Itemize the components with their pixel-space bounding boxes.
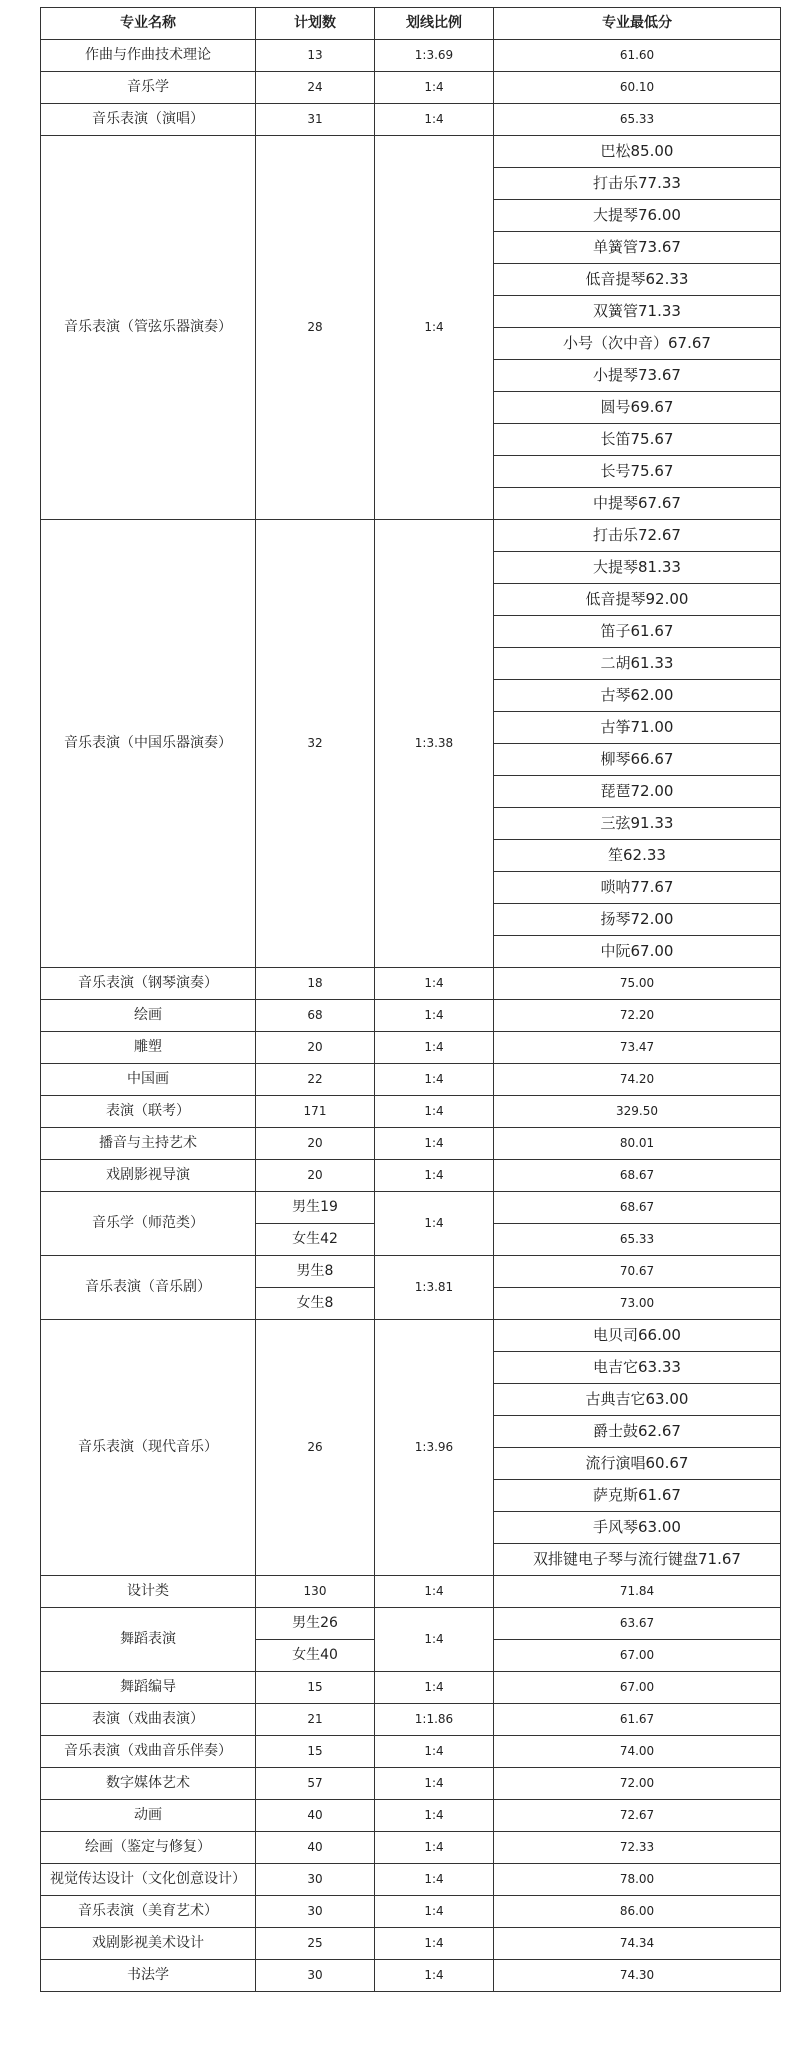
- major-name: 设计类: [41, 1576, 256, 1608]
- plan-count: 130: [256, 1576, 375, 1608]
- cutoff-ratio: 1:4: [375, 136, 494, 520]
- cutoff-ratio: 1:4: [375, 72, 494, 104]
- table-row: [41, 520, 781, 552]
- cutoff-ratio: 1:4: [375, 104, 494, 136]
- major-name: 书法学: [41, 1960, 256, 1992]
- table-row: [41, 1608, 781, 1640]
- table-row: [41, 1128, 781, 1160]
- header-row: [41, 8, 781, 40]
- major-name: 舞蹈表演: [41, 1608, 256, 1672]
- admission-score-table: [40, 7, 781, 1992]
- min-score: 74.00: [494, 1736, 781, 1768]
- min-score: 低音提琴92.00: [494, 584, 781, 616]
- min-score: 扬琴72.00: [494, 904, 781, 936]
- min-score: 长笛75.67: [494, 424, 781, 456]
- cutoff-ratio: 1:4: [375, 1576, 494, 1608]
- major-name: 数字媒体艺术: [41, 1768, 256, 1800]
- min-score: 打击乐72.67: [494, 520, 781, 552]
- min-score: 65.33: [494, 104, 781, 136]
- table-row: [41, 1800, 781, 1832]
- min-score: 二胡61.33: [494, 648, 781, 680]
- min-score: 中提琴67.67: [494, 488, 781, 520]
- min-score: 73.00: [494, 1288, 781, 1320]
- plan-count: 40: [256, 1832, 375, 1864]
- major-name: 音乐表演（音乐剧）: [41, 1256, 256, 1320]
- min-score: 61.67: [494, 1704, 781, 1736]
- cutoff-ratio: 1:3.38: [375, 520, 494, 968]
- table-row: [41, 1928, 781, 1960]
- plan-count: 32: [256, 520, 375, 968]
- major-name: 音乐表演（美育艺术）: [41, 1896, 256, 1928]
- major-name: 音乐表演（戏曲音乐伴奏）: [41, 1736, 256, 1768]
- header-major-name: 专业名称: [41, 8, 256, 40]
- table-body: [41, 8, 781, 1992]
- min-score: 琵琶72.00: [494, 776, 781, 808]
- table-row: [41, 1896, 781, 1928]
- plan-count: 25: [256, 1928, 375, 1960]
- table-row: [41, 1832, 781, 1864]
- table-row: [41, 1576, 781, 1608]
- min-score: 单簧管73.67: [494, 232, 781, 264]
- min-score: 71.84: [494, 1576, 781, 1608]
- min-score: 电贝司66.00: [494, 1320, 781, 1352]
- plan-count: 171: [256, 1096, 375, 1128]
- min-score: 大提琴81.33: [494, 552, 781, 584]
- min-score: 长号75.67: [494, 456, 781, 488]
- min-score: 打击乐77.33: [494, 168, 781, 200]
- min-score: 手风琴63.00: [494, 1512, 781, 1544]
- major-name: 音乐表演（管弦乐器演奏）: [41, 136, 256, 520]
- table-row: [41, 1160, 781, 1192]
- min-score: 电吉它63.33: [494, 1352, 781, 1384]
- major-name: 作曲与作曲技术理论: [41, 40, 256, 72]
- min-score: 70.67: [494, 1256, 781, 1288]
- min-score: 68.67: [494, 1160, 781, 1192]
- min-score: 大提琴76.00: [494, 200, 781, 232]
- table-row: [41, 1064, 781, 1096]
- plan-count: 30: [256, 1960, 375, 1992]
- plan-count: 30: [256, 1896, 375, 1928]
- min-score: 古典吉它63.00: [494, 1384, 781, 1416]
- min-score: 笛子61.67: [494, 616, 781, 648]
- min-score: 72.67: [494, 1800, 781, 1832]
- min-score: 巴松85.00: [494, 136, 781, 168]
- major-name: 戏剧影视美术设计: [41, 1928, 256, 1960]
- min-score: 笙62.33: [494, 840, 781, 872]
- min-score: 唢呐77.67: [494, 872, 781, 904]
- major-name: 音乐表演（中国乐器演奏）: [41, 520, 256, 968]
- major-name: 音乐表演（钢琴演奏）: [41, 968, 256, 1000]
- cutoff-ratio: 1:4: [375, 1928, 494, 1960]
- min-score: 双排键电子琴与流行键盘71.67: [494, 1544, 781, 1576]
- cutoff-ratio: 1:1.86: [375, 1704, 494, 1736]
- min-score: 72.33: [494, 1832, 781, 1864]
- min-score: 古筝71.00: [494, 712, 781, 744]
- major-name: 动画: [41, 1800, 256, 1832]
- min-score: 74.20: [494, 1064, 781, 1096]
- table-row: [41, 1704, 781, 1736]
- major-name: 表演（戏曲表演）: [41, 1704, 256, 1736]
- table-row: [41, 72, 781, 104]
- header-min-score: 专业最低分: [494, 8, 781, 40]
- header-plan-count: 计划数: [256, 8, 375, 40]
- cutoff-ratio: 1:4: [375, 1736, 494, 1768]
- table-row: [41, 1864, 781, 1896]
- major-name: 视觉传达设计（文化创意设计）: [41, 1864, 256, 1896]
- table-row: [41, 1320, 781, 1352]
- cutoff-ratio: 1:3.69: [375, 40, 494, 72]
- min-score: 65.33: [494, 1224, 781, 1256]
- table-row: [41, 1736, 781, 1768]
- min-score: 74.34: [494, 1928, 781, 1960]
- plan-count: 22: [256, 1064, 375, 1096]
- plan-count: 24: [256, 72, 375, 104]
- plan-count: 26: [256, 1320, 375, 1576]
- table-row: [41, 1768, 781, 1800]
- table-row: [41, 1096, 781, 1128]
- table-row: [41, 136, 781, 168]
- plan-count: 女生8: [256, 1288, 375, 1320]
- min-score: 67.00: [494, 1640, 781, 1672]
- min-score: 61.60: [494, 40, 781, 72]
- major-name: 音乐表演（演唱）: [41, 104, 256, 136]
- min-score: 中阮67.00: [494, 936, 781, 968]
- cutoff-ratio: 1:4: [375, 1896, 494, 1928]
- min-score: 73.47: [494, 1032, 781, 1064]
- plan-count: 57: [256, 1768, 375, 1800]
- min-score: 329.50: [494, 1096, 781, 1128]
- min-score: 86.00: [494, 1896, 781, 1928]
- min-score: 63.67: [494, 1608, 781, 1640]
- plan-count: 女生42: [256, 1224, 375, 1256]
- table-row: [41, 1672, 781, 1704]
- cutoff-ratio: 1:4: [375, 1768, 494, 1800]
- cutoff-ratio: 1:4: [375, 1000, 494, 1032]
- cutoff-ratio: 1:4: [375, 1800, 494, 1832]
- min-score: 圆号69.67: [494, 392, 781, 424]
- min-score: 双簧管71.33: [494, 296, 781, 328]
- table-row: [41, 40, 781, 72]
- min-score: 67.00: [494, 1672, 781, 1704]
- plan-count: 20: [256, 1160, 375, 1192]
- plan-count: 20: [256, 1128, 375, 1160]
- min-score: 柳琴66.67: [494, 744, 781, 776]
- major-name: 绘画: [41, 1000, 256, 1032]
- cutoff-ratio: 1:4: [375, 1672, 494, 1704]
- cutoff-ratio: 1:4: [375, 1032, 494, 1064]
- min-score: 低音提琴62.33: [494, 264, 781, 296]
- major-name: 舞蹈编导: [41, 1672, 256, 1704]
- min-score: 流行演唱60.67: [494, 1448, 781, 1480]
- major-name: 音乐表演（现代音乐）: [41, 1320, 256, 1576]
- min-score: 80.01: [494, 1128, 781, 1160]
- major-name: 戏剧影视导演: [41, 1160, 256, 1192]
- cutoff-ratio: 1:4: [375, 968, 494, 1000]
- cutoff-ratio: 1:4: [375, 1064, 494, 1096]
- plan-count: 28: [256, 136, 375, 520]
- plan-count: 男生8: [256, 1256, 375, 1288]
- major-name: 表演（联考）: [41, 1096, 256, 1128]
- min-score: 小号（次中音）67.67: [494, 328, 781, 360]
- min-score: 60.10: [494, 72, 781, 104]
- cutoff-ratio: 1:4: [375, 1192, 494, 1256]
- cutoff-ratio: 1:4: [375, 1864, 494, 1896]
- header-cutoff-ratio: 划线比例: [375, 8, 494, 40]
- cutoff-ratio: 1:4: [375, 1960, 494, 1992]
- major-name: 音乐学（师范类）: [41, 1192, 256, 1256]
- min-score: 72.20: [494, 1000, 781, 1032]
- major-name: 音乐学: [41, 72, 256, 104]
- min-score: 78.00: [494, 1864, 781, 1896]
- plan-count: 20: [256, 1032, 375, 1064]
- plan-count: 30: [256, 1864, 375, 1896]
- major-name: 中国画: [41, 1064, 256, 1096]
- major-name: 绘画（鉴定与修复）: [41, 1832, 256, 1864]
- cutoff-ratio: 1:3.96: [375, 1320, 494, 1576]
- cutoff-ratio: 1:4: [375, 1128, 494, 1160]
- table-row: [41, 968, 781, 1000]
- cutoff-ratio: 1:4: [375, 1832, 494, 1864]
- plan-count: 男生19: [256, 1192, 375, 1224]
- table-row: [41, 1960, 781, 1992]
- plan-count: 15: [256, 1672, 375, 1704]
- plan-count: 男生26: [256, 1608, 375, 1640]
- cutoff-ratio: 1:4: [375, 1160, 494, 1192]
- table-row: [41, 1000, 781, 1032]
- min-score: 75.00: [494, 968, 781, 1000]
- min-score: 74.30: [494, 1960, 781, 1992]
- plan-count: 15: [256, 1736, 375, 1768]
- plan-count: 13: [256, 40, 375, 72]
- plan-count: 21: [256, 1704, 375, 1736]
- table-row: [41, 1032, 781, 1064]
- table-row: [41, 1256, 781, 1288]
- plan-count: 女生40: [256, 1640, 375, 1672]
- min-score: 爵士鼓62.67: [494, 1416, 781, 1448]
- cutoff-ratio: 1:3.81: [375, 1256, 494, 1320]
- cutoff-ratio: 1:4: [375, 1608, 494, 1672]
- plan-count: 40: [256, 1800, 375, 1832]
- min-score: 小提琴73.67: [494, 360, 781, 392]
- major-name: 播音与主持艺术: [41, 1128, 256, 1160]
- plan-count: 31: [256, 104, 375, 136]
- min-score: 古琴62.00: [494, 680, 781, 712]
- min-score: 萨克斯61.67: [494, 1480, 781, 1512]
- plan-count: 68: [256, 1000, 375, 1032]
- table-row: [41, 1192, 781, 1224]
- min-score: 三弦91.33: [494, 808, 781, 840]
- min-score: 68.67: [494, 1192, 781, 1224]
- cutoff-ratio: 1:4: [375, 1096, 494, 1128]
- min-score: 72.00: [494, 1768, 781, 1800]
- major-name: 雕塑: [41, 1032, 256, 1064]
- plan-count: 18: [256, 968, 375, 1000]
- table-row: [41, 104, 781, 136]
